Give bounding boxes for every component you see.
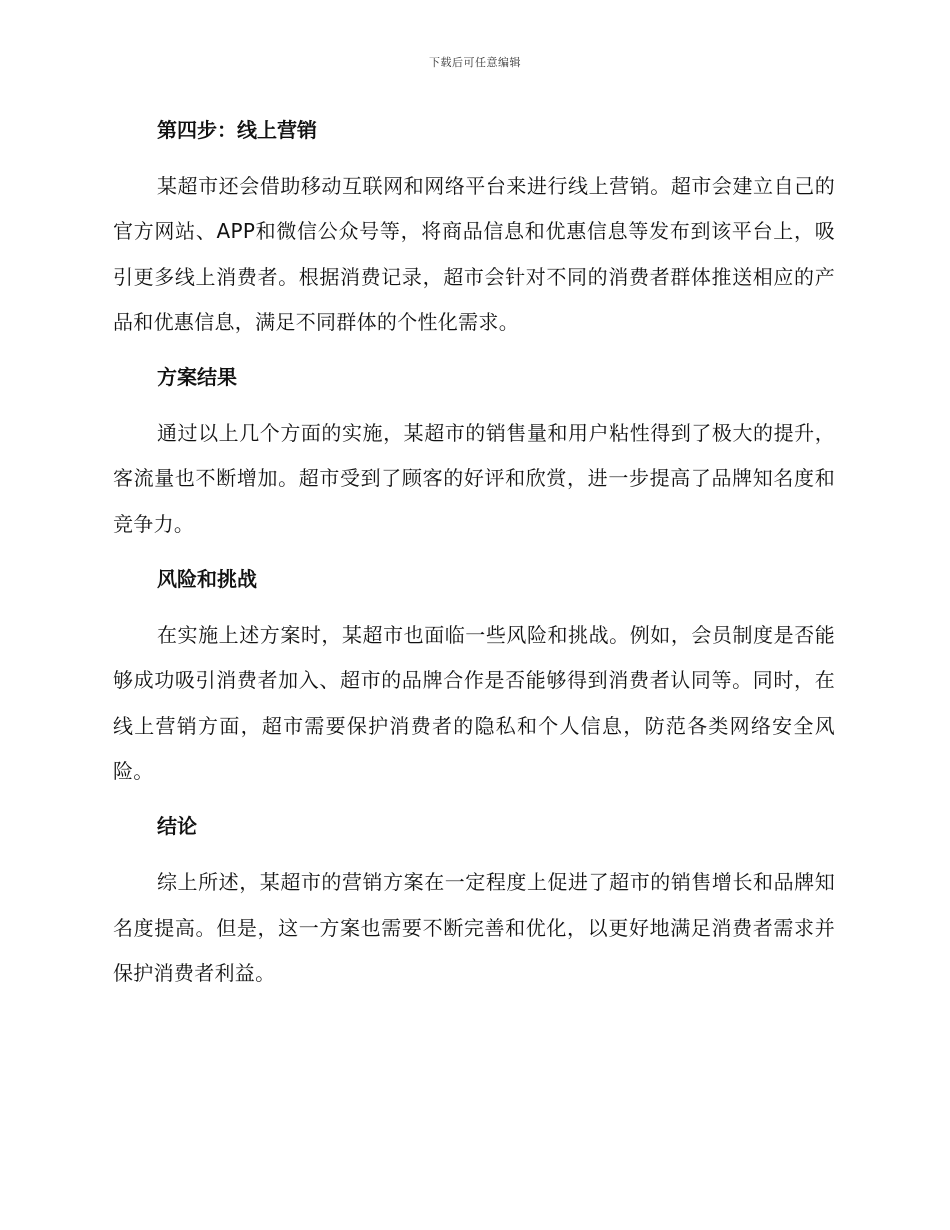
section-risks xyxy=(113,561,835,808)
section-heading: 结论 xyxy=(157,814,197,839)
section-paragraph: 综上所述，某超市的营销方案在一定程度上促进了超市的销售增长和品牌知名度提高。但是，这一方案也需要不断完善和优化，以更好地满足消费者需求并保护消费者利益。 xyxy=(113,870,835,985)
section-heading: 方案结果 xyxy=(157,365,237,390)
section-heading: 第四步：线上营销 xyxy=(157,118,317,142)
document-body xyxy=(113,112,835,996)
page-header-note: 下载后可任意编辑 xyxy=(429,56,521,69)
section-conclusion xyxy=(113,808,835,996)
section-paragraph: 某超市还会借助移动互联网和网络平台来进行线上营销。超市会建立自己的官方网站、APP和微信公众号等，将商品信息和优惠信息等发布到该平台上，吸引更多线上消费者。根据消费记录，超市会针对不同的消费者群体推送相应的产品和优惠信息，满足不同群体的个性化需求。 xyxy=(113,174,835,334)
section-paragraph: 通过以上几个方面的实施，某超市的销售量和用户粘性得到了极大的提升，客流量也不断增加。超市受到了顾客的好评和欣赏，进一步提高了品牌知名度和竞争力。 xyxy=(113,421,835,536)
section-online-marketing xyxy=(113,112,835,359)
section-paragraph: 在实施上述方案时，某超市也面临一些风险和挑战。例如，会员制度是否能够成功吸引消费者加入、超市的品牌合作是否能够得到消费者认同等。同时，在线上营销方面，超市需要保护消费者的隐私和个人信息，防范各类网络安全风险。 xyxy=(113,623,835,783)
section-heading: 风险和挑战 xyxy=(157,567,257,592)
section-results xyxy=(113,359,835,561)
